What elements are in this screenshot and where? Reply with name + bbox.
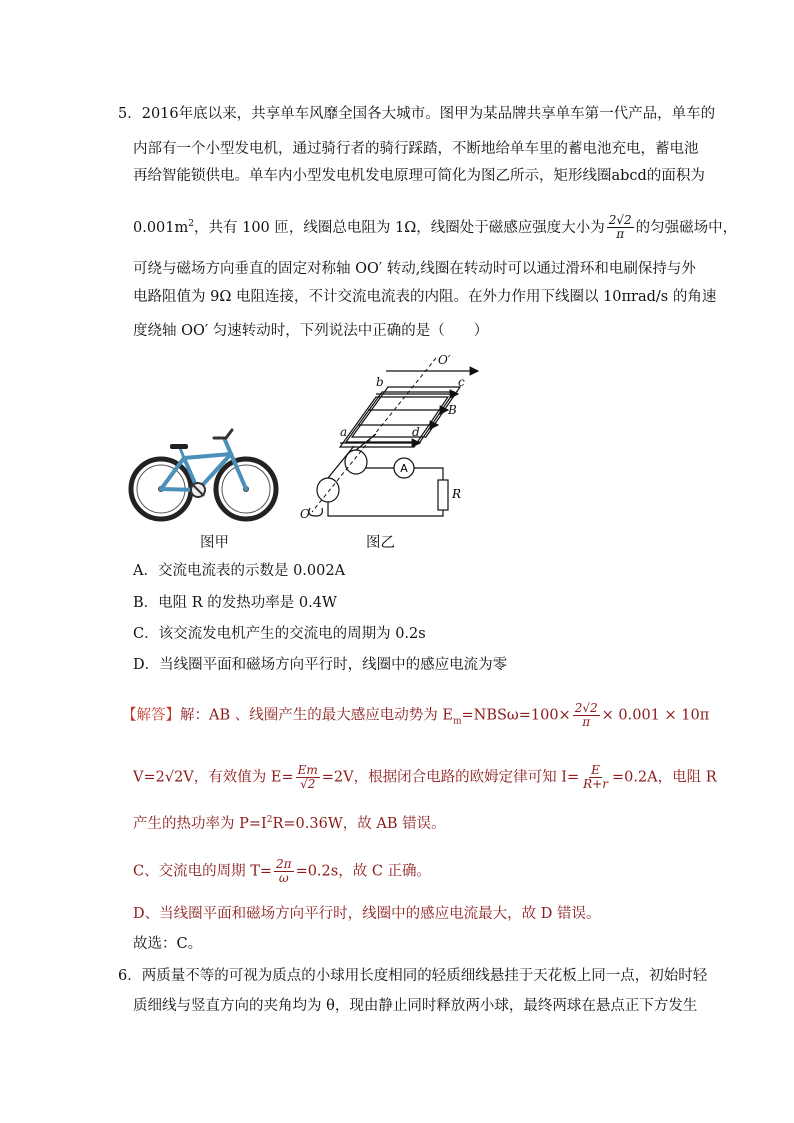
answer-line-1	[122, 702, 709, 731]
answer-sup-2: 2	[266, 815, 273, 825]
ammeter-label: A	[400, 462, 408, 475]
answer-line-1-c: × 0.001 × 10π	[601, 707, 710, 724]
fraction-denominator: π	[616, 227, 625, 242]
resistor-label: R	[452, 487, 462, 501]
label-o-prime: O′	[438, 353, 451, 367]
q5-line-7: 度绕轴 OO′ 匀速转动时，下列说法中正确的是（ ）	[133, 323, 489, 339]
answer-fraction-2	[296, 764, 320, 791]
fraction-denominator: √2	[300, 777, 316, 791]
label-b: b	[376, 375, 384, 389]
answer-line-4	[133, 858, 431, 885]
answer-tag: 【解答】	[122, 707, 180, 724]
field-strength-fraction	[607, 214, 634, 241]
option-c: C．该交流发电机产生的交流电的周期为 0.2s	[133, 626, 426, 642]
area-value: 0.001m	[133, 219, 189, 236]
resistor	[438, 480, 461, 510]
bicycle-figure	[128, 426, 280, 528]
label-field-B: B	[448, 403, 457, 417]
answer-line-1-b: =NBSω=100×	[461, 707, 571, 724]
fraction-denominator: π	[582, 715, 591, 729]
fraction-numerator: Em	[297, 763, 318, 777]
answer-line-4-b: =0.2s，故 C 正确。	[295, 863, 432, 880]
handlebar	[214, 430, 232, 438]
label-o: O	[300, 507, 310, 520]
answer-line-5: D、当线圈平面和磁场方向平行时，线圈中的感应电流最大，故 D 错误。	[133, 906, 601, 922]
q5-line-4	[133, 214, 737, 241]
option-d: D．当线圈平面和磁场方向平行时，线圈中的感应电流为零	[133, 657, 508, 673]
q6-line-2: 质细线与竖直方向的夹角均为 θ，现由静止同时释放两小球，最终两球在悬点正下方发生	[133, 998, 698, 1014]
answer-line-3-a: 产生的热功率为 P=I	[133, 815, 267, 832]
ammeter	[394, 458, 414, 478]
q5-line-3: 再给智能锁供电。单车内小型发电机发电原理可简化为图乙所示，矩形线圈abcd的面积为	[133, 168, 705, 184]
fraction-denominator: R+r	[583, 777, 608, 791]
q5-line-4-text: ，共有 100 匝，线圈总电阻为 1Ω，线圈处于磁感应强度大小为	[194, 219, 605, 236]
answer-sub-m: m	[452, 716, 462, 727]
area-exponent: 2	[188, 219, 194, 229]
fraction-numerator: 2√2	[574, 701, 598, 715]
option-a: A．交流电流表的示数是 0.002A	[133, 563, 346, 579]
caption-figure-b: 图乙	[366, 535, 395, 551]
answer-line-2-b: =2V，根据闭合电路的欧姆定律可知 I=	[321, 769, 580, 786]
option-b: B．电阻 R 的发热功率是 0.4W	[133, 595, 337, 611]
q5-line-6: 电路阻值为 9Ω 电阻连接，不计交流电流表的内阻。在外力作用下线圈以 10πrad/s 的角速	[133, 289, 717, 305]
q6-line-1: 6．两质量不等的可视为质点的小球用长度相同的轻质细线悬挂于天花板上同一点，初始时轻	[118, 968, 708, 984]
answer-line-1-a: 解：AB 、线圈产生的最大感应电动势为 E	[180, 707, 453, 724]
label-d: d	[412, 425, 420, 439]
q5-line-5: 可绕与磁场方向垂直的固定对称轴 OO′ 转动,线圈在转动时可以通过滑环和电刷保持与外	[133, 261, 696, 277]
q5-line-1: 5．2016年底以来，共享单车风靡全国各大城市。图甲为某品牌共享单车第一代产品，单车的	[118, 106, 716, 122]
label-a: a	[340, 425, 348, 439]
fraction-denominator: ω	[278, 871, 289, 885]
answer-choice: 故选：C。	[133, 936, 203, 952]
caption-figure-a: 图甲	[200, 535, 229, 551]
fraction-numerator: 2√2	[608, 213, 632, 228]
rotation-arrow	[309, 508, 323, 516]
coil-abcd	[340, 387, 460, 447]
answer-fraction-3	[581, 764, 610, 791]
crank	[191, 483, 205, 497]
q5-line-4-end: 的匀强磁场中，	[635, 219, 738, 236]
answer-line-2-c: =0.2A，电阻 R	[611, 769, 717, 786]
external-circuit	[328, 468, 443, 516]
answer-line-3	[133, 810, 446, 834]
q5-line-2: 内部有一个小型发电机，通过骑行者的骑行踩踏，不断地给单车里的蓄电池充电，蓄电池	[133, 141, 699, 157]
answer-fraction-1	[573, 702, 600, 729]
answer-line-2-a: V=2√2V，有效值为 E=	[133, 769, 294, 786]
fraction-numerator: E	[591, 763, 600, 777]
answer-line-2	[133, 764, 717, 791]
label-c: c	[458, 375, 465, 389]
generator-diagram	[298, 350, 488, 520]
answer-fraction-4	[274, 858, 294, 885]
answer-line-4-a: C、交流电的周期 T=	[133, 863, 273, 880]
answer-line-3-b: R=0.36W，故 AB 错误。	[272, 815, 446, 832]
fraction-numerator: 2π	[276, 857, 292, 871]
